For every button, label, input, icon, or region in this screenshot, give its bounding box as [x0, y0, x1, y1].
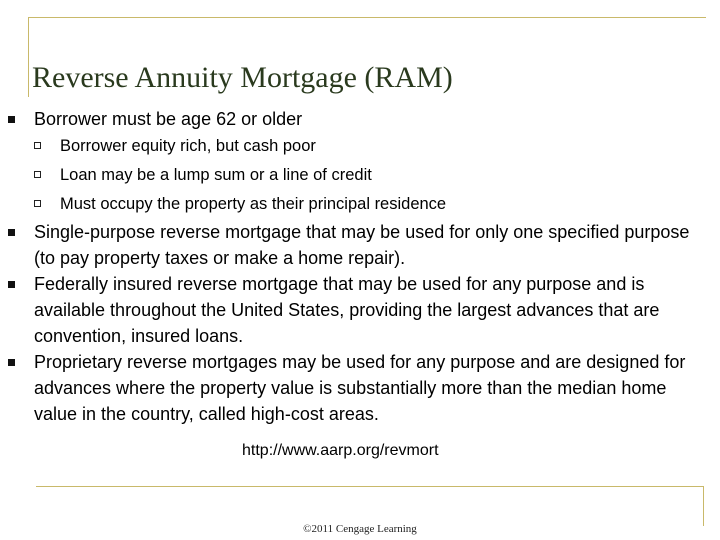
- sub-bullet-item: [34, 132, 694, 161]
- bullet-text: Borrower must be age 62 or older: [34, 109, 303, 129]
- square-bullet-icon: [8, 229, 15, 236]
- source-link[interactable]: http://www.aarp.org/revmort: [242, 442, 439, 459]
- bullet-text: Federally insured reverse mortgage that may be used for any purpose and is available throughout the United States, providing the largest advances that are convention, insured loans.: [34, 274, 660, 346]
- sub-bullet-item: [34, 161, 694, 190]
- bullet-item: [34, 271, 694, 349]
- bullet-item: [34, 219, 694, 271]
- bullet-item: [34, 106, 694, 132]
- square-bullet-icon: [8, 116, 15, 123]
- hollow-square-bullet-icon: [34, 142, 41, 149]
- sub-bullet-item: [34, 190, 694, 219]
- square-bullet-icon: [8, 359, 15, 366]
- sub-bullet-text: Borrower equity rich, but cash poor: [60, 137, 316, 155]
- right-rule: [703, 486, 704, 526]
- bullet-list: [34, 106, 694, 427]
- bullet-item: [34, 349, 694, 427]
- bottom-rule: [36, 486, 704, 487]
- top-rule: [28, 17, 706, 18]
- sub-bullet-text: Loan may be a lump sum or a line of credit: [60, 166, 372, 184]
- hollow-square-bullet-icon: [34, 200, 41, 207]
- slide-title: Reverse Annuity Mortgage (RAM): [32, 61, 453, 94]
- copyright-footer: ©2011 Cengage Learning: [303, 523, 417, 535]
- hollow-square-bullet-icon: [34, 171, 41, 178]
- bullet-text: Proprietary reverse mortgages may be used for any purpose and are designed for advances where the property value is substantially more than the median home value in the country, called high-cost areas.: [34, 352, 686, 424]
- square-bullet-icon: [8, 281, 15, 288]
- sub-bullet-text: Must occupy the property as their principal residence: [60, 195, 447, 213]
- left-rule: [28, 17, 29, 97]
- bullet-text: Single-purpose reverse mortgage that may be used for only one specified purpose (to pay property taxes or make a home repair).: [34, 222, 690, 268]
